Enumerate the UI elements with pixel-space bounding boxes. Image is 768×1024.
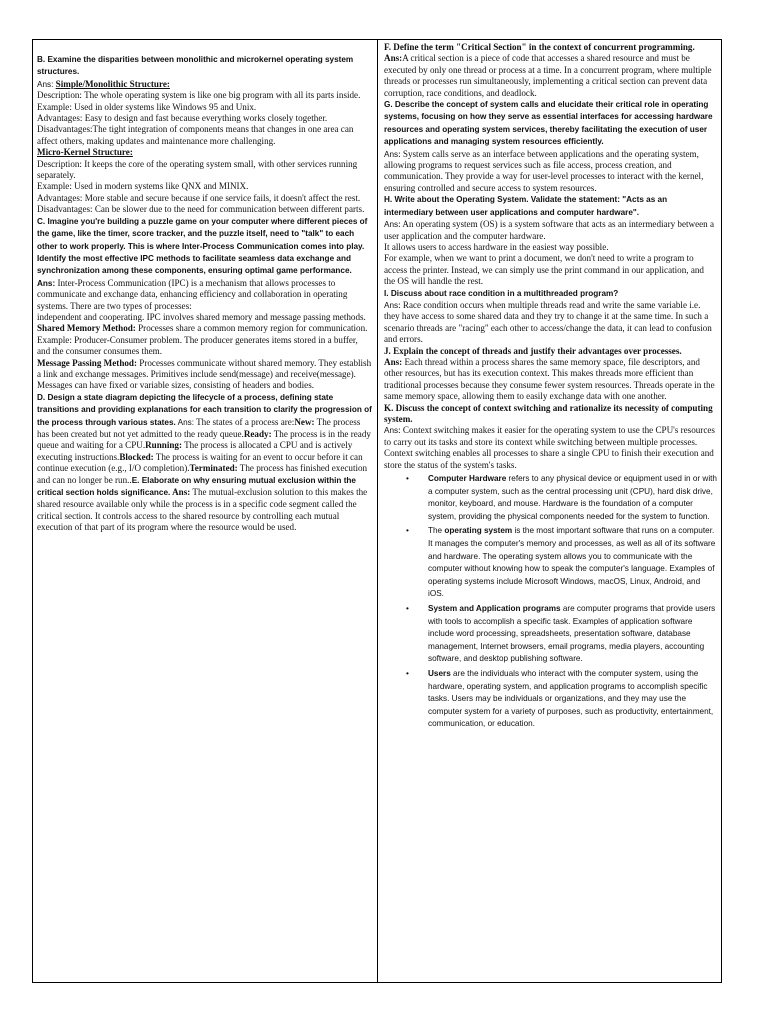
microkernel-advantages: Advantages: More stable and secure because if one service fails, it doesn't affect the rest. — [37, 192, 361, 203]
right-column — [378, 40, 721, 982]
monolithic-description: Description: The whole operating system is like one big program with all its parts inside. — [37, 90, 361, 101]
answer-h-line3: For example, when we want to print a document, we don't need to write a program to access the printer. Instead, we can simply use the print command in our application, and the OS will handle the rest. — [384, 253, 704, 287]
list-item: • Computer Hardware refers to any physical device or equipment used in or with a computer system, such as the central processing unit (CPU), hard disk drive, monitor, keyboard, and mouse. Hardware is the foundation of a computer system, providing the physical components needed for the system to function. — [406, 474, 717, 521]
question-f: F. Define the term "Critical Section" in the context of concurrent programming. — [384, 42, 695, 52]
answer-h: Ans: An operating system (OS) is a system software that acts as an intermediary between a user application and the computer hardware. — [384, 219, 715, 241]
question-c: C. Imagine you're building a puzzle game on your computer where different pieces of the game, like the timer, score tracker, and the puzzle itself, need to "talk" to each other to work properly. This is where Inter-Process Communication comes into play. Identify the most effective IPC methods to facilitate seamless data exchange and synchronization among these components, ensuring optimal game performance. — [37, 216, 368, 276]
question-i: I. Discuss about race condition in a multithreaded program? — [384, 288, 619, 298]
question-k: K. Discuss the concept of context switching and rationalize its necessity of computing system. — [384, 402, 713, 424]
answer-g: Ans: System calls serve as an interface between applications and the operating system, allowing programs to request services such as file access, process creation, and communication. They provide a way for user-level processes to interact with the kernel, ensuring controlled and secure access to system resources. — [384, 148, 704, 193]
bullet-icon: • — [406, 603, 409, 613]
answer-c-types: independent and cooperating. IPC involves shared memory and message passing methods. — [37, 311, 366, 322]
answer-c: Ans: Inter-Process Communication (IPC) is a mechanism that allows processes to communicate and exchange data, enhancing efficiency and collaboration in operating systems. There are two types of processes: — [37, 277, 348, 311]
answer-i: Ans: Race condition occurs when multiple threads read and write the same variable i.e. they have access to some shared data and they try to change it at the same time. In such a scenario threads are "racing" each other to access/change the data, it can lead to confusion and errors. — [384, 299, 712, 345]
answer-d: D. Design a state diagram depicting the lifecycle of a process, defining state transitions and providing explanations for each transition to clarify the progression of the process through various states. Ans: The states of a process are:New: The process has been created but not yet admitted to the ready queue.Ready: The process is in the ready queue and waiting for a CPU.Running: The process is allocated a CPU and is actively executing instructions.Blocked: The process is waiting for an event to occur before it can continue execution (e.g., I/O completion).Terminated: The process has finished execution and can no longer be run..E. Elaborate on why ensuring mutual exclusion within the critical section holds significance. Ans: The mutual-exclusion solution to this makes the shared resource available only while the process is in a specific code segment called the critical section. It controls access to the shared resource by controlling each mutual execution of that part of its program where the resource would be used. — [37, 392, 372, 533]
components-list — [384, 473, 717, 731]
microkernel-heading: Micro-Kernel Structure: — [37, 147, 133, 158]
question-d: D. Design a state diagram depicting the lifecycle of a process, defining state transitions and providing explanations for each transition to clarify the progression of the process through various states. — [37, 392, 372, 427]
list-item: • The operating system is the most important software that runs on a computer. It manages the computer's memory and processes, as well as all of its software and hardware. The operating system allows you to communicate with the computer without knowing how to speak the computer's language. Examples of operating systems include Microsoft Windows, macOS, Linux, Android, and iOS. — [406, 526, 716, 599]
list-item: • Users are the individuals who interact with the computer system, using the hardware, operating system, and application programs to accomplish specific tasks. Users may be individuals or organizations, and they may use the computer system for a variety of purposes, such as productivity, entertainment, communication, or education. — [406, 668, 714, 729]
microkernel-disadvantages: Disadvantages: Can be slower due to the need for communication between different parts. — [37, 204, 365, 215]
question-b: B. Examine the disparities between monolithic and microkernel operating system structures. — [37, 55, 354, 77]
answer-k: Ans: Context switching makes it easier for the operating system to use the CPU's resources to carry out its tasks and store its context while switching between multiple processes. Context switching enables all processes to share a single CPU to finish their execution and store the status of the system's tasks. — [384, 425, 715, 470]
bullet-icon: • — [406, 668, 409, 678]
monolithic-heading: Simple/Monolithic Structure: — [55, 78, 170, 89]
monolithic-disadvantages: Disadvantages:The tight integration of components means that changes in one area can affect others, making updates and maintenance more challenging. — [37, 124, 354, 146]
shared-memory-example: Example: Producer-Consumer problem. The producer generates items stored in a buffer, and the consumer consumes them. — [37, 334, 358, 357]
shared-memory-method: Shared Memory Method: Processes share a common memory region for communication. — [37, 323, 368, 334]
monolithic-example: Example: Used in older systems like Windows 95 and Unix. — [37, 101, 257, 112]
microkernel-example: Example: Used in modern systems like QNX and MINIX. — [37, 181, 249, 192]
left-column — [33, 40, 378, 982]
answer-sheet — [32, 39, 722, 983]
answer-f: Ans:A critical section is a piece of code that accesses a shared resource and must be executed by only one thread or process at a time. In a concurrent program, where multiple threads or processes run simultaneously, implementing a critical section can prevent data corruption, race conditions, and deadlock. — [384, 53, 712, 98]
microkernel-heading-line — [37, 147, 373, 158]
bullet-icon: • — [406, 526, 409, 536]
bullet-icon: • — [406, 474, 409, 484]
answer-b-heading: Ans: Simple/Monolithic Structure: — [37, 78, 170, 89]
microkernel-description: Description: It keeps the core of the operating system small, with other services running separately. — [37, 158, 358, 181]
question-h: H. Write about the Operating System. Validate the statement: "Acts as an intermediary between user applications and computer hardware". — [384, 195, 668, 217]
answer-j: Ans: Each thread within a process shares the same memory space, file descriptors, and other resources, but has its execution context. This makes threads more efficient than traditional processes because they consume fewer system resources. Threads operate in the same memory space, allowing them to easily exchange data with one another. — [384, 356, 715, 402]
question-g: G. Describe the concept of system calls and elucidate their critical role in operating systems, focusing on how they serve as essential interfaces for accessing hardware resources and operating system services, thereby facilitating the execution of user applications and managing system resources efficiently. — [384, 100, 713, 147]
question-e: E. Elaborate on why ensuring mutual exclusion within the critical section holds significance. — [37, 475, 356, 498]
message-passing-method: Message Passing Method: Processes communicate without shared memory. They establish a link and exchange messages. Primitives include send(message) and receive(message). Messages can have fixed or variable sizes, consisting of headers and bodies. — [37, 357, 372, 391]
question-j: J. Explain the concept of threads and justify their advantages over processes. — [384, 345, 682, 356]
monolithic-advantages: Advantages: Easy to design and fast because everything works closely together. — [37, 113, 328, 124]
list-item: • System and Application programs are computer programs that provide users with tools to accomplish a specific task. Examples of application software include word processing, spreadsheets, presentation software, database management, Internet browsers, email programs, media players, accounting software, and desktop publishing software. — [406, 603, 716, 664]
answer-h-line2: It allows users to access hardware in the easiest way possible. — [384, 241, 609, 252]
